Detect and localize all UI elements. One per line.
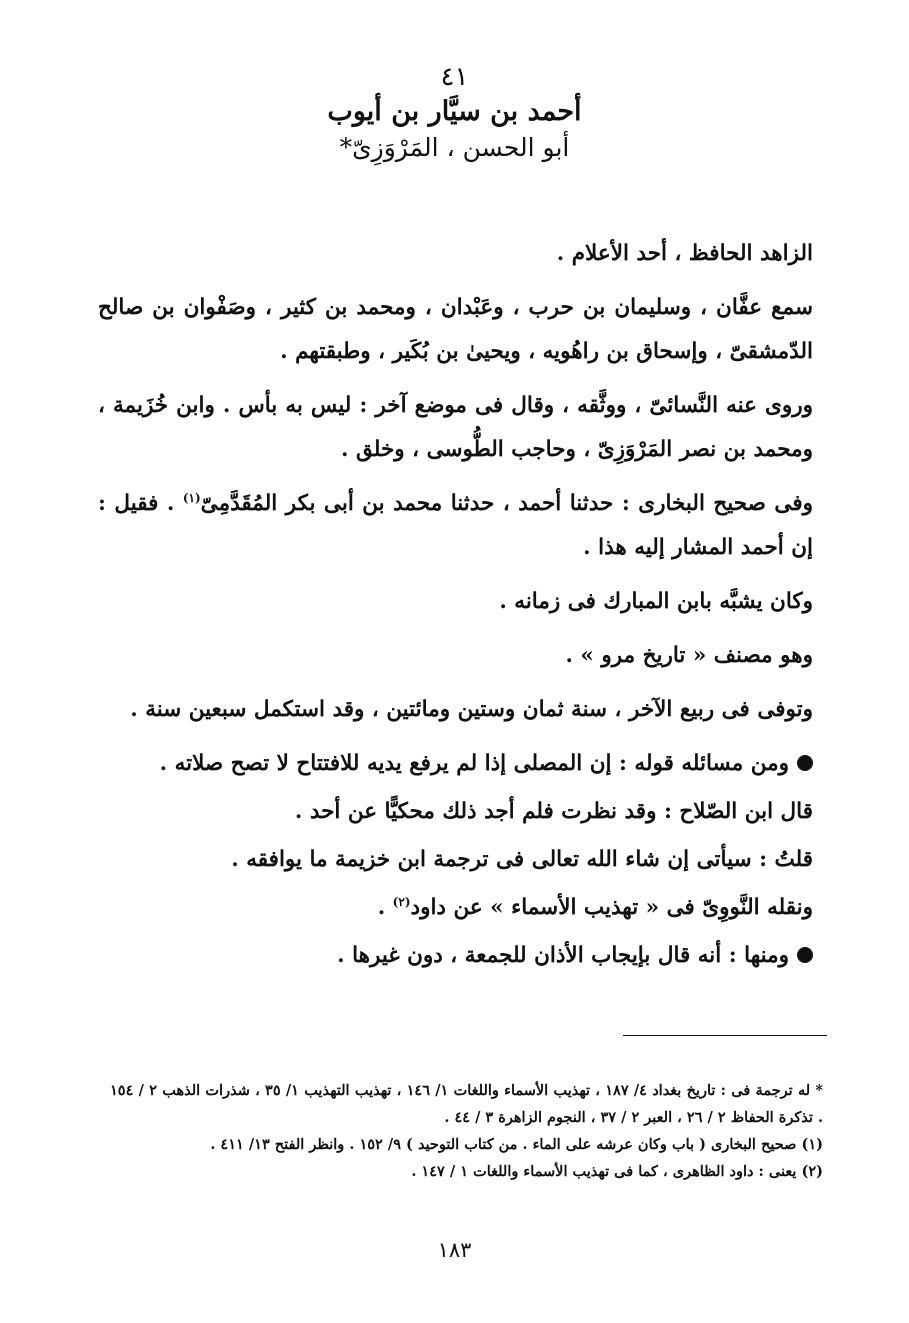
paragraph-students: وروى عنه النَّسائىّ ، ووثَّقه ، وقال فى موضع آخر : ليس به بأس . وابن خُزَيمة ، ومحمد بن نصر المَرْوَزِىّ ، وحاجب الطُّوسى ، وخلق . <box>98 393 813 462</box>
footnote-divider <box>623 1035 827 1036</box>
bullet-icon <box>797 755 813 771</box>
nawawi-end: . <box>377 895 393 920</box>
paragraph-death: وتوفى فى ربيع الآخر ، سنة ثمان وستين ومائتين ، وقد استكمل سبعين سنة . <box>130 697 813 722</box>
paragraph-nawawi <box>98 886 813 930</box>
footnote-2: (٢) يعنى : داود الظاهرى ، كما فى تهذيب الأسماء واللغات ١ / ١٤٧ . <box>411 1163 823 1180</box>
paragraph-ibn-salah: قال ابن الصّلاح : وقد نظرت فلم أجد ذلك محكيًّا عن أحد . <box>294 799 813 824</box>
footnote-ref-2: (٢) <box>392 894 411 909</box>
paragraph-likeness: وكان يشبَّه بابن المبارك فى زمانه . <box>499 589 813 614</box>
paragraph-teachers: سمع عفَّان ، وسليمان بن حرب ، وعَبْدان ، ومحمد بن كثير ، وصَفْوان بن صالح الدّمشقىّ ، وإسحاق بن راهُويه ، ويحيىٰ بن بُكَير ، وطبقتهم . <box>98 295 813 364</box>
paragraph-work: وهو مصنف « تاريخ مرو » . <box>565 643 813 668</box>
footnote-star: * له ترجمة فى : تاريخ بغداد ٤/ ١٨٧ ، تهذيب الأسماء واللغات ١/ ١٤٦ ، تهذيب التهذيب ١/ ٣٥ ، شذرات الذهب ٢ / ١٥٤ . تذكرة الحفاظ ٢ / ٢٦ ، العبر ٢ / ٣٧ ، النجوم الزاهرة ٣ / ٤٤ . <box>110 1082 823 1126</box>
paragraph-bukhari <box>98 482 813 570</box>
footnote-1: (١) صحيح البخارى ( باب وكان عرشه على الماء . من كتاب التوحيد ) ٩/ ١٥٢ . وانظر الفتح ١٣/ ٤١١ . <box>210 1136 823 1153</box>
bullet-icon <box>797 947 813 963</box>
nawawi-text: ونقله النَّووِىّ فى « تهذيب الأسماء » عن داود <box>410 895 813 920</box>
footnote-ref-1: (١) <box>182 490 201 505</box>
bukhari-text: وفى صحيح البخارى : حدثنا أحمد ، حدثنا محمد بن أبى بكر المُقَدَّمِىّ <box>200 491 813 516</box>
paragraph-description: الزاهد الحافظ ، أحد الأعلام . <box>556 241 813 266</box>
footnotes <box>110 1077 823 1185</box>
entry-body <box>98 232 813 982</box>
entry-header <box>0 60 909 166</box>
entry-kunya: أبو الحسن ، المَرْوَزِىّ* <box>339 133 570 162</box>
entry-number: ٤١ <box>440 62 469 92</box>
entry-name: أحمد بن سيَّار بن أيوب <box>327 96 582 127</box>
issue-2-text: ومنها : أنه قال بإيجاب الأذان للجمعة ، دون غيرها . <box>337 943 789 968</box>
bukhari-text-cont: . فقيل : إن أحمد المشار إليه هذا . <box>98 491 813 560</box>
paragraph-qultu: قلتُ : سيأتى إن شاء الله تعالى فى ترجمة ابن خزيمة ما يوافقه . <box>231 847 813 872</box>
issue-1-text: ومن مسائله قوله : إن المصلى إذا لم يرفع يديه للافتتاح لا تصح صلاته . <box>159 751 789 776</box>
page-number: ١٨٣ <box>437 1238 472 1262</box>
paragraph-issue-2 <box>98 934 813 978</box>
paragraph-issue-1 <box>98 742 813 786</box>
